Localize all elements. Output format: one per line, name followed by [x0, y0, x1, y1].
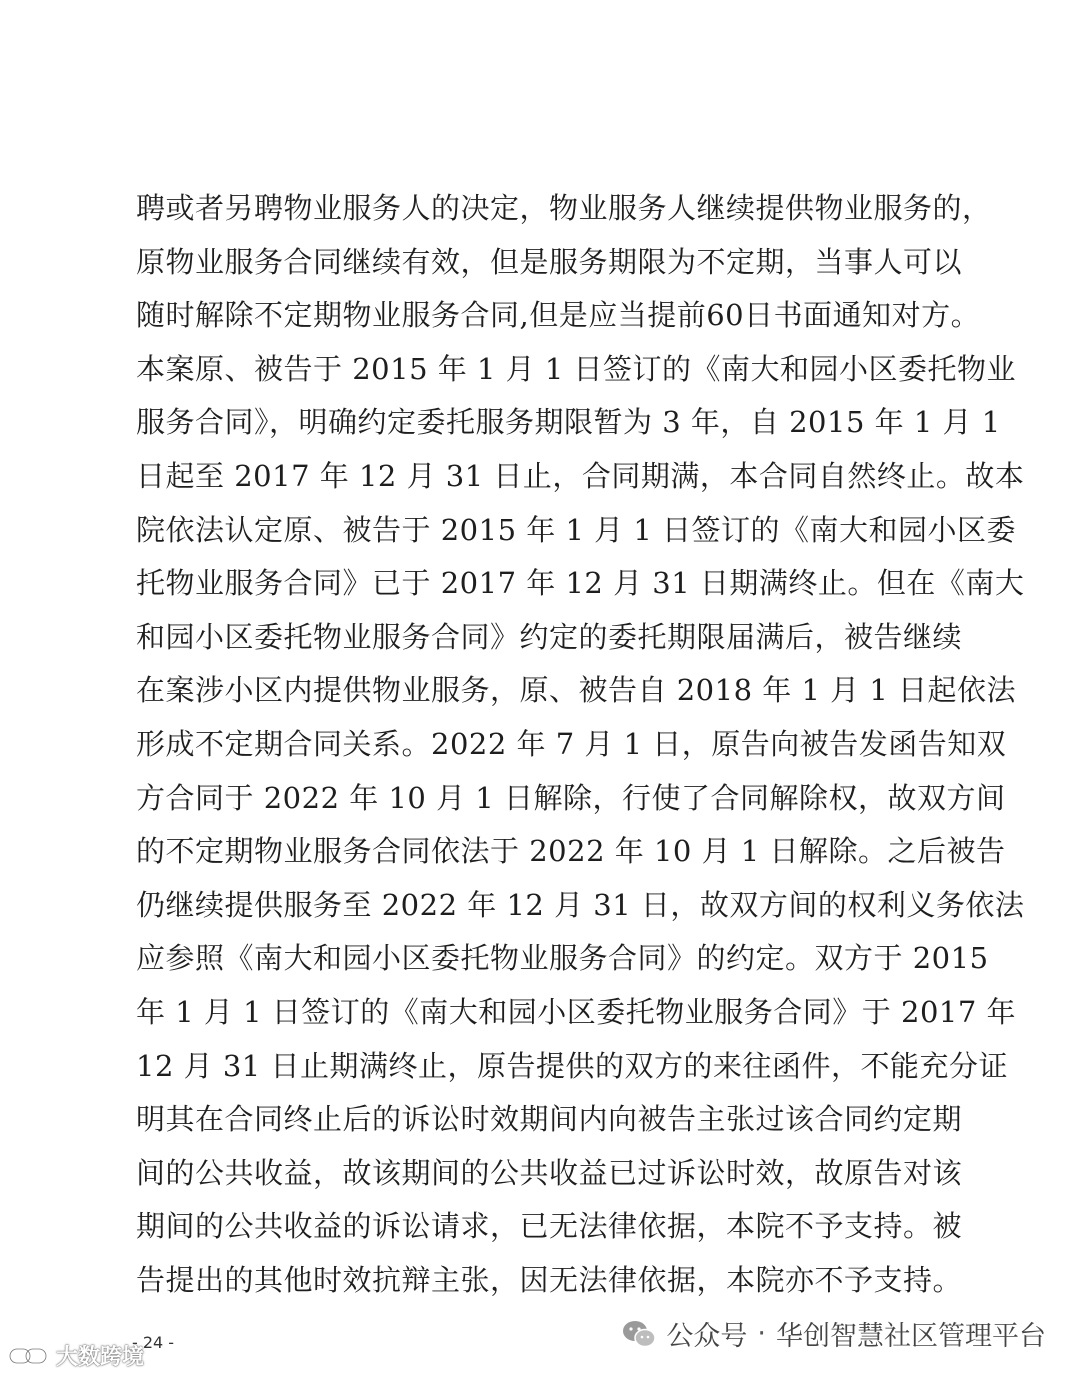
watermark-right — [622, 1314, 1046, 1353]
text-line: 随时解除不定期物业服务合同,但是应当提前60日书面通知对方。 — [136, 298, 981, 333]
page-number: - 24 - — [132, 1333, 175, 1352]
text-line: 期间的公共收益的诉讼请求，已无法律依据，本院不予支持。被 — [136, 1209, 963, 1244]
text-line: 告提出的其他时效抗辩主张，因无法律依据，本院亦不予支持。 — [136, 1262, 963, 1297]
text-line: 本案原、被告于 2015 年 1 月 1 日签订的《南大和园小区委托物业 — [136, 351, 1017, 386]
text-line: 服务合同》，明确约定委托服务期限暂为 3 年，自 2015 年 1 月 1 — [136, 405, 1001, 440]
text-line: 明其在合同终止后的诉讼时效期间内向被告主张过该合同约定期 — [136, 1102, 963, 1137]
chain-link-logo-icon — [8, 1345, 50, 1367]
text-line: 日起至 2017 年 12 月 31 日止，合同期满，本合同自然终止。故本 — [136, 458, 1025, 493]
text-line: 应参照《南大和园小区委托物业服务合同》的约定。双方于 2015 — [136, 941, 989, 976]
text-line: 在案涉小区内提供物业服务，原、被告自 2018 年 1 月 1 日起依法 — [136, 673, 1017, 708]
text-line: 和园小区委托物业服务合同》约定的委托期限届满后，被告继续 — [136, 619, 963, 654]
text-line: 方合同于 2022 年 10 月 1 日解除，行使了合同解除权，故双方间 — [136, 780, 1006, 815]
watermark-separator: · — [757, 1318, 766, 1349]
watermark-right-text: 华创智慧社区管理平台 — [776, 1321, 1046, 1352]
text-line: 的不定期物业服务合同依法于 2022 年 10 月 1 日解除。之后被告 — [136, 834, 1006, 869]
text-line: 形成不定期合同关系。2022 年 7 月 1 日，原告向被告发函告知双 — [136, 726, 1007, 761]
text-line: 托物业服务合同》已于 2017 年 12 月 31 日期满终止。但在《南大 — [136, 566, 1025, 601]
watermark-left — [8, 1340, 144, 1371]
body-text — [136, 182, 1025, 1307]
text-line: 仍继续提供服务至 2022 年 12 月 31 日，故双方间的权利义务依法 — [136, 887, 1025, 922]
watermark-left-text: 大数跨境 — [56, 1345, 145, 1370]
wechat-icon — [622, 1319, 656, 1349]
text-line: 年 1 月 1 日签订的《南大和园小区委托物业服务合同》于 2017 年 — [136, 994, 1017, 1029]
watermark-right-prefix: 公众号 — [666, 1321, 748, 1352]
text-line: 聘或者另聘物业服务人的决定，物业服务人继续提供物业服务的， — [136, 191, 992, 225]
text-line: 院依法认定原、被告于 2015 年 1 月 1 日签订的《南大和园小区委 — [136, 512, 1017, 547]
text-line: 12 月 31 日止期满终止，原告提供的双方的来往函件，不能充分证 — [136, 1048, 1008, 1083]
text-line: 间的公共收益，故该期间的公共收益已过诉讼时效，故原告对该 — [136, 1155, 963, 1190]
text-line: 原物业服务合同继续有效，但是服务期限为不定期，当事人可以 — [136, 244, 963, 279]
